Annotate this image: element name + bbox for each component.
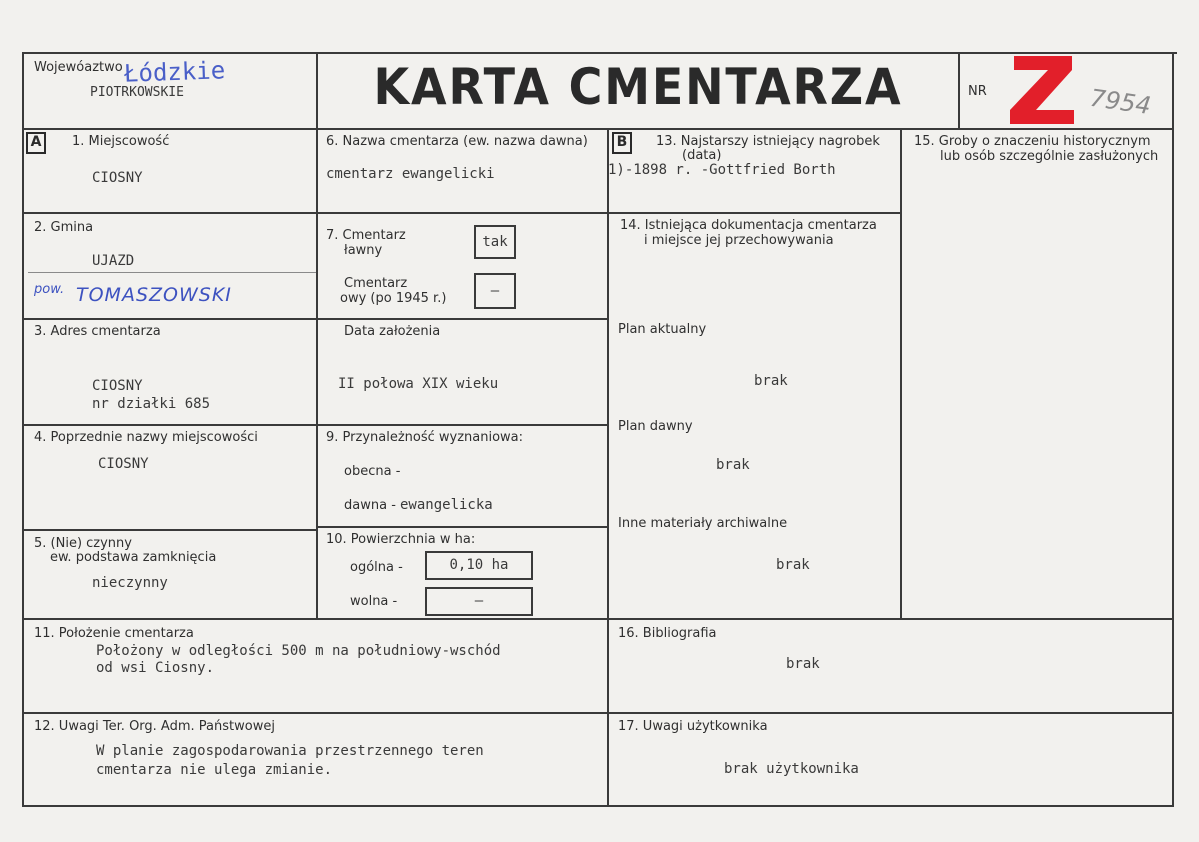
field17-label: 17. Uwagi użytkownika	[618, 719, 768, 734]
row-line-3	[22, 424, 316, 426]
wojewodztwo-label: Wojewóaztwo	[34, 60, 123, 75]
red-z-letter	[1008, 52, 1078, 128]
col2-line-1	[316, 212, 609, 214]
field13-label-line1: 13. Najstarszy istniejący nagrobek	[656, 134, 880, 149]
frame-top	[22, 52, 1177, 54]
field7-box-b: –	[474, 273, 516, 309]
inne-materialy-label: Inne materiały archiwalne	[618, 516, 788, 531]
field12-value-line2: cmentarza nie ulega zmianie.	[96, 762, 333, 778]
col3-line-1	[607, 212, 902, 214]
row-line-4	[22, 529, 316, 531]
frame-right	[1172, 52, 1174, 807]
field10-wolna-box: –	[425, 587, 533, 616]
field7-label-b1: Cmentarz	[344, 276, 408, 291]
field9-dawna-value: ewangelicka	[400, 497, 493, 513]
field10-ogolna-box: 0,10 ha	[425, 551, 533, 580]
field13-label-line2: (data)	[682, 148, 722, 163]
powiat-value: TOMASZOWSKI	[76, 284, 232, 306]
field3-value-line2: nr działki 685	[92, 396, 211, 412]
col2-line-4	[316, 526, 609, 528]
field7-label-a1: 7. Cmentarz	[326, 228, 406, 243]
row-line-2	[22, 318, 316, 320]
field16-value: brak	[786, 656, 820, 672]
field11-value-line2: od wsi Ciosny.	[96, 660, 215, 676]
field3-value-line1: CIOSNY	[92, 378, 143, 394]
wojewodztwo-stamp: Łódzkie	[123, 56, 226, 88]
col-divider-mid	[607, 128, 609, 807]
plan-dawny-value: brak	[716, 457, 750, 473]
field15-label-line1: 15. Groby o znaczeniu historycznym	[914, 134, 1151, 149]
plan-dawny-label: Plan dawny	[618, 419, 693, 434]
field11-value-line1: Położony w odległości 500 m na południowy-wschód	[96, 643, 501, 659]
field9-dawna-label: dawna -	[344, 498, 396, 513]
row-line-gmina	[28, 272, 316, 273]
inne-materialy-value: brak	[776, 557, 810, 573]
field6-value: cmentarz ewangelicki	[326, 166, 495, 182]
field7-label-a2: ławny	[344, 243, 383, 258]
field10-wolna-label: wolna -	[350, 594, 398, 609]
section-a-marker: A	[26, 132, 46, 154]
nr-label: NR	[968, 84, 987, 99]
header-divider-left	[316, 52, 318, 620]
field12-value-line1: W planie zagospodarowania przestrzennego teren	[96, 743, 484, 759]
field3-label: 3. Adres cmentarza	[34, 324, 161, 339]
field17-value: brak użytkownika	[724, 761, 859, 777]
field13-value: 1)-1898 r. -Gottfried Borth	[608, 162, 836, 178]
row-line-1	[22, 212, 316, 214]
field5-label-line1: 5. (Nie) czynny	[34, 536, 132, 551]
plan-aktualny-label: Plan aktualny	[618, 322, 707, 337]
field1-label: 1. Miejscowość	[72, 134, 170, 149]
field2-value: UJAZD	[92, 253, 135, 269]
field5-value: nieczynny	[92, 575, 168, 591]
field7-label-b2: owy (po 1945 r.)	[340, 291, 447, 306]
field11-label: 11. Położenie cmentarza	[34, 626, 194, 641]
field7-box-a: tak	[474, 225, 516, 259]
powiat-prefix: pow.	[34, 282, 65, 297]
wojewodztwo-value: PIOTRKOWSKIE	[90, 85, 184, 100]
field10-label: 10. Powierzchnia w ha:	[326, 532, 476, 547]
field9-obecna-label: obecna -	[344, 464, 401, 479]
field10-ogolna-label: ogólna -	[350, 560, 403, 575]
field14-label-line2: i miejsce jej przechowywania	[644, 233, 834, 248]
header-bottom-line	[22, 128, 1172, 130]
field14-label-line1: 14. Istniejąca dokumentacja cmentarza	[620, 218, 877, 233]
nr-number-pencil: 7954	[1088, 83, 1153, 121]
field5-label-line2: ew. podstawa zamknięcia	[50, 550, 217, 565]
plan-aktualny-value: brak	[754, 373, 788, 389]
header-divider-right	[958, 52, 960, 130]
field12-label: 12. Uwagi Ter. Org. Adm. Państwowej	[34, 719, 275, 734]
field9-label: 9. Przynależność wyznaniowa:	[326, 430, 524, 445]
field2-label: 2. Gmina	[34, 220, 94, 235]
row-line-5	[22, 618, 1172, 620]
col-divider-right	[900, 128, 902, 620]
card-title: KARTA CMENTARZA	[373, 58, 903, 116]
field4-label: 4. Poprzednie nazwy miejscowości	[34, 430, 258, 445]
col2-line-2	[316, 318, 609, 320]
field1-value: CIOSNY	[92, 170, 143, 186]
col2-line-3	[316, 424, 609, 426]
section-b-marker: B	[612, 132, 632, 154]
frame-left	[22, 52, 24, 807]
field8-value: II połowa XIX wieku	[338, 376, 499, 392]
row-line-6	[22, 712, 1172, 714]
field8-label: Data założenia	[344, 324, 441, 339]
frame-bottom	[22, 805, 1172, 807]
field15-label-line2: lub osób szczególnie zasłużonych	[940, 149, 1159, 164]
field6-label: 6. Nazwa cmentarza (ew. nazwa dawna)	[326, 134, 588, 149]
field4-value: CIOSNY	[98, 456, 149, 472]
field16-label: 16. Bibliografia	[618, 626, 717, 641]
